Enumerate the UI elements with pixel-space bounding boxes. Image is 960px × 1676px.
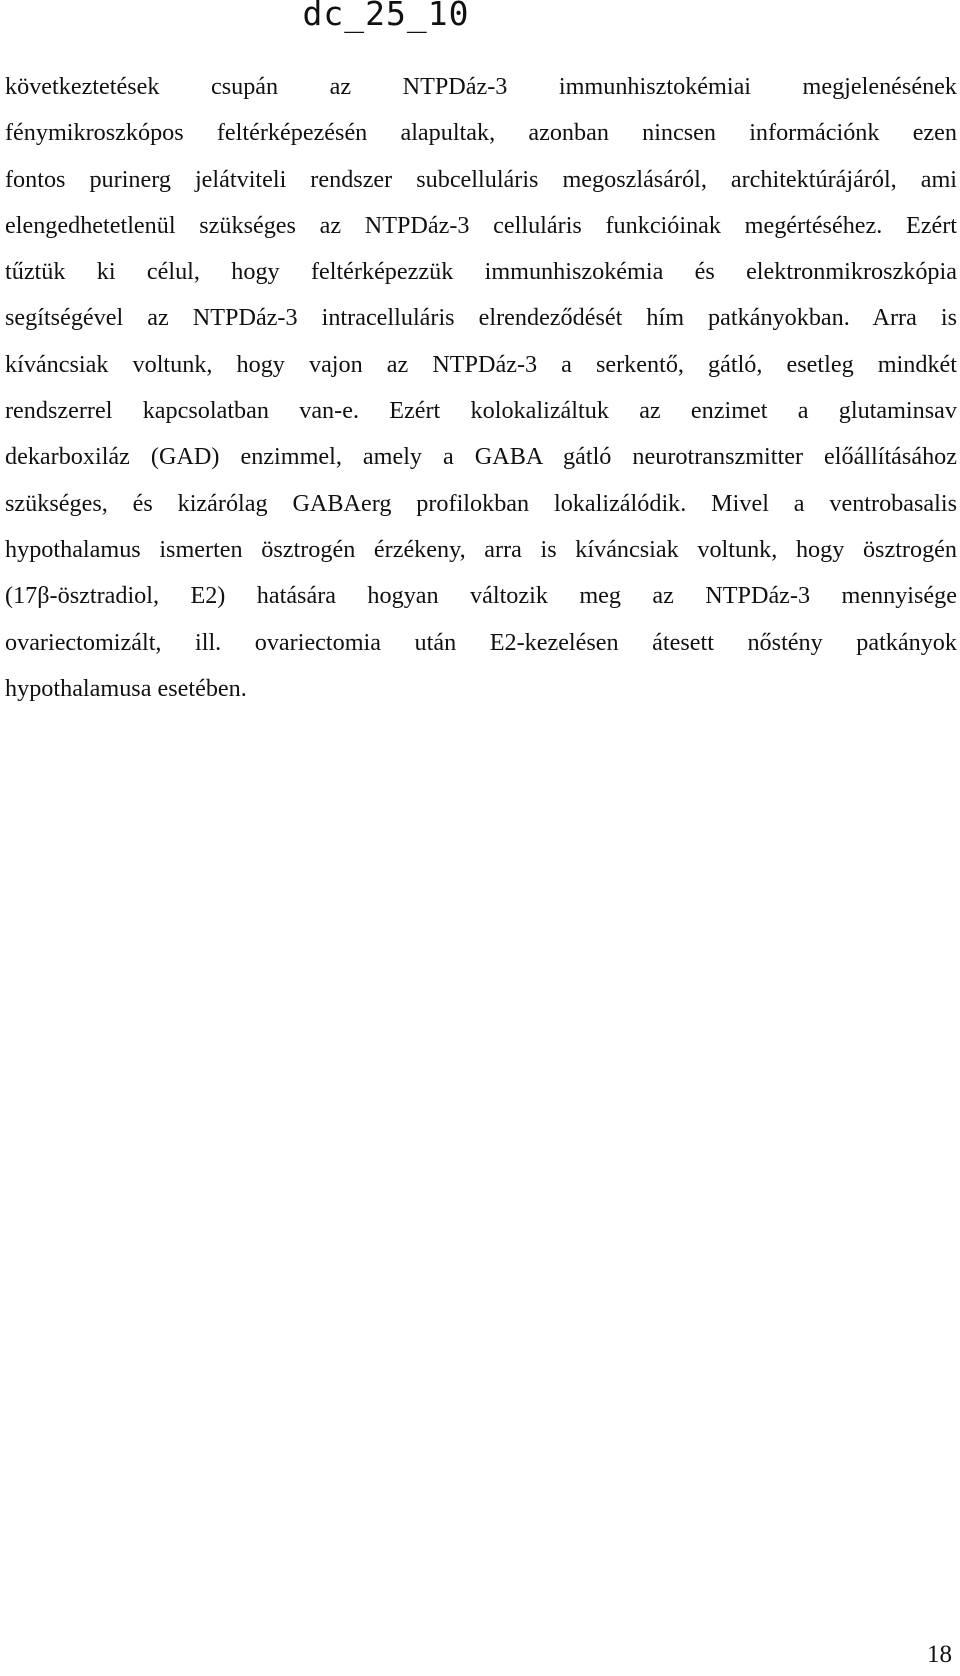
paragraph-line: ovariectomizált, ill. ovariectomia után E2-kezelésen átesett nőstény patkányok — [5, 628, 957, 656]
paragraph-line: hypothalamus ismerten ösztrogén érzékeny, arra is kíváncsiak voltunk, hogy ösztrogén — [5, 535, 957, 563]
paragraph-line: rendszerrel kapcsolatban van-e. Ezért kolokalizáltuk az enzimet a glutaminsav — [5, 397, 957, 425]
paragraph-line: következtetések csupán az NTPDáz-3 immunhisztokémiai megjelenésének — [5, 73, 957, 100]
paragraph-line: szükséges, és kizárólag GABAerg profilokban lokalizálódik. Mivel a ventrobasalis — [5, 489, 957, 517]
paragraph-line: (17β-ösztradiol, E2) hatására hogyan változik meg az NTPDáz-3 mennyisége — [5, 582, 957, 610]
paragraph-line: fénymikroszkópos feltérképezésén alapultak, azonban nincsen információnk ezen — [5, 119, 957, 147]
paragraph-line: kíváncsiak voltunk, hogy vajon az NTPDáz-3 a serkentő, gátló, esetleg mindkét — [5, 350, 957, 378]
paragraph-line: fontos purinerg jelátviteli rendszer subcelluláris megoszlásáról, architektúrájáról, ami — [5, 165, 957, 193]
paragraph-line: segítségével az NTPDáz-3 intracelluláris elrendeződését hím patkányokban. Arra is — [5, 304, 957, 332]
paragraph-line: tűztük ki célul, hogy feltérképezzük immunhiszokémia és elektronmikroszkópia — [5, 258, 957, 286]
page-number: 18 — [927, 1641, 952, 1668]
paragraph-line: elengedhetetlenül szükséges az NTPDáz-3 celluláris funkcióinak megértéséhez. Ezért — [5, 211, 957, 239]
paragraph-line: hypothalamusa esetében. — [5, 674, 247, 702]
paragraph-line: dekarboxiláz (GAD) enzimmel, amely a GABA gátló neurotranszmitter előállításához — [5, 443, 957, 471]
document-code-header: dc_25_10 — [302, 0, 470, 33]
body-paragraph — [5, 64, 957, 712]
